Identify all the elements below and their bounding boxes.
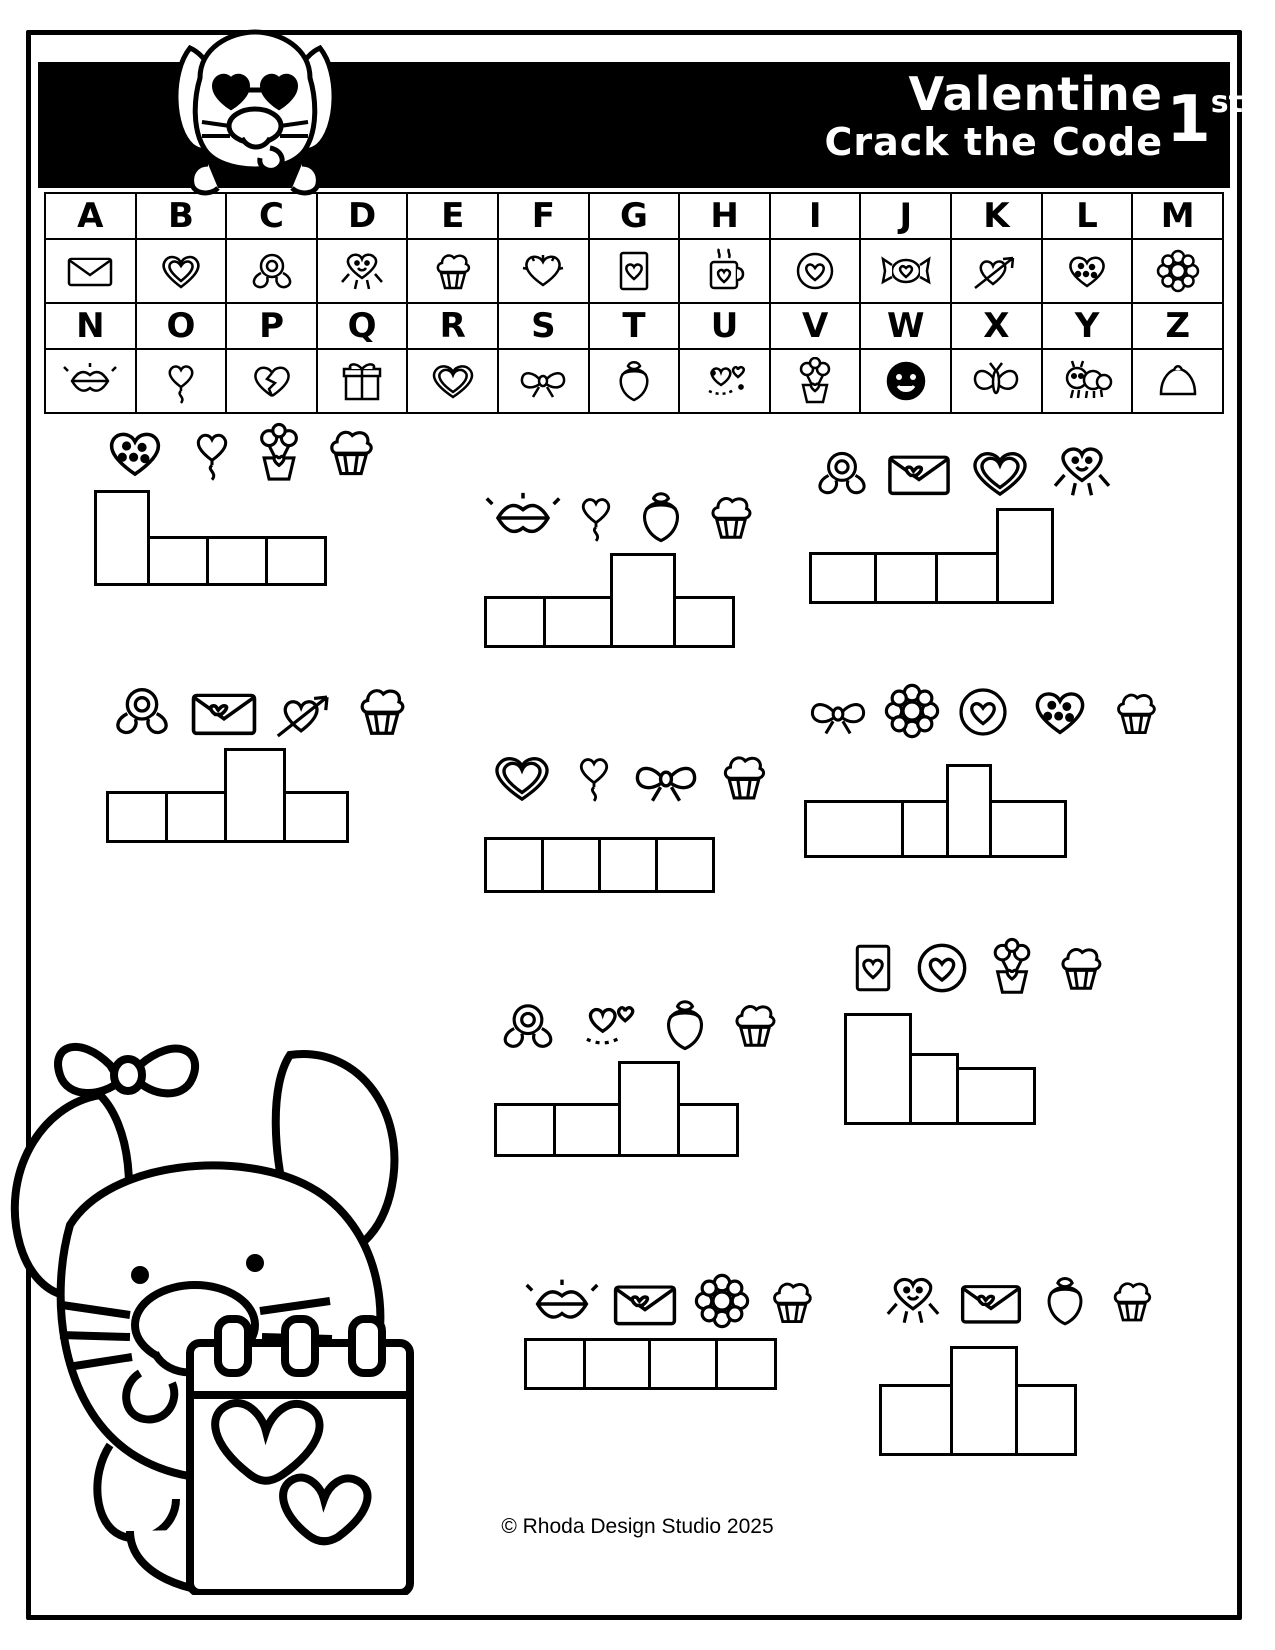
chocolate-icon <box>1132 349 1223 413</box>
rose-icon <box>494 997 562 1055</box>
cupcake-icon <box>348 680 416 742</box>
heart-circle-icon <box>952 682 1014 742</box>
heart-arrow-icon <box>270 686 340 742</box>
heart-lace-icon <box>136 239 227 303</box>
heart-outline-icon <box>484 749 560 807</box>
cupcake-icon <box>1106 684 1166 742</box>
key-letter-t: T <box>589 303 680 349</box>
answer-box[interactable] <box>935 552 999 604</box>
heart-outline-icon <box>963 444 1037 502</box>
flower-pot-icon <box>248 422 310 484</box>
answer-box[interactable] <box>147 536 209 586</box>
cupcake-icon <box>318 420 384 484</box>
puzzle-1-answer-boxes <box>94 490 384 586</box>
cupcake-icon <box>762 1272 822 1332</box>
puzzle-10 <box>879 1270 1161 1456</box>
puzzle-3-answer-boxes <box>809 508 1119 604</box>
page-subtitle: Crack the Code <box>824 120 1163 164</box>
flower-icon <box>880 680 944 742</box>
key-letter-n: N <box>45 303 136 349</box>
bow-icon <box>628 751 704 807</box>
answer-box[interactable] <box>677 1103 739 1157</box>
puzzle-4-answer-boxes <box>106 748 416 843</box>
answer-box[interactable] <box>553 1103 621 1157</box>
flower-icon <box>1132 239 1223 303</box>
answer-box[interactable] <box>618 1061 680 1157</box>
answer-box[interactable] <box>543 596 613 648</box>
key-letter-j: J <box>860 193 951 239</box>
lips-icon <box>484 489 562 547</box>
puzzle-2 <box>484 485 762 648</box>
answer-box[interactable] <box>909 1053 959 1125</box>
heart-person-icon <box>879 1270 947 1330</box>
butterfly-icon <box>951 349 1042 413</box>
grade-badge <box>1166 83 1243 157</box>
key-letter-l: L <box>1042 193 1133 239</box>
heart-striped-icon <box>498 239 589 303</box>
bunny-top-illustration <box>130 18 380 203</box>
rose-icon <box>106 680 178 742</box>
puzzle-7-answer-boxes <box>494 1061 786 1157</box>
answer-box[interactable] <box>809 552 877 604</box>
smiley-heart-icon <box>860 349 951 413</box>
gift-icon <box>317 349 408 413</box>
key-letters-row-1 <box>45 193 1223 239</box>
puzzle-6 <box>804 680 1166 858</box>
lips-icon <box>45 349 136 413</box>
heart-circle-icon <box>910 937 974 999</box>
key-letter-p: P <box>226 303 317 349</box>
key-letter-k: K <box>951 193 1042 239</box>
answer-box[interactable] <box>946 764 992 858</box>
puzzle-4-clues <box>106 680 416 742</box>
puzzle-3 <box>809 440 1119 604</box>
cupcake-icon <box>407 239 498 303</box>
puzzle-3-clues <box>809 440 1119 502</box>
puzzle-1-clues <box>94 420 384 484</box>
strawberry-heart-icon <box>630 487 692 547</box>
bow-icon <box>498 349 589 413</box>
puzzle-10-answer-boxes <box>879 1346 1161 1456</box>
puzzle-6-clues <box>804 680 1166 742</box>
answer-box[interactable] <box>610 553 676 648</box>
bow-icon <box>804 686 872 742</box>
key-letter-s: S <box>498 303 589 349</box>
key-letter-h: H <box>679 193 770 239</box>
page-title: Valentine <box>908 67 1163 121</box>
heart-outline-icon <box>407 349 498 413</box>
answer-box[interactable] <box>950 1346 1018 1456</box>
puzzle-5-clues <box>484 745 776 807</box>
key-letter-x: X <box>951 303 1042 349</box>
puzzle-8-answer-boxes <box>844 1013 1112 1125</box>
flower-pot-icon <box>982 935 1042 999</box>
answer-box[interactable] <box>844 1013 912 1125</box>
answer-box[interactable] <box>874 552 938 604</box>
key-letter-f: F <box>498 193 589 239</box>
heart-person-icon <box>1045 440 1119 502</box>
flower-icon <box>690 1270 754 1332</box>
balloon-heart-icon <box>184 422 240 484</box>
answer-box[interactable] <box>673 596 735 648</box>
answer-box[interactable] <box>989 800 1067 858</box>
puzzle-5-answer-boxes <box>484 837 776 893</box>
puzzle-5 <box>484 745 776 893</box>
key-letter-u: U <box>679 303 770 349</box>
answer-box[interactable] <box>206 536 268 586</box>
key-letter-a: A <box>45 193 136 239</box>
code-key-table <box>44 192 1224 414</box>
answer-box[interactable] <box>1015 1384 1077 1456</box>
key-symbols-row-2 <box>45 349 1223 413</box>
answer-box[interactable] <box>165 791 227 843</box>
heart-circle-icon <box>770 239 861 303</box>
puzzle-9-answer-boxes <box>524 1338 822 1390</box>
answer-box[interactable] <box>283 791 349 843</box>
key-letter-y: Y <box>1042 303 1133 349</box>
key-letter-q: Q <box>317 303 408 349</box>
hearts-swirl-icon <box>570 997 646 1055</box>
key-letter-w: W <box>860 303 951 349</box>
cupcake-icon <box>1103 1272 1161 1330</box>
key-letter-c: C <box>226 193 317 239</box>
key-letter-b: B <box>136 193 227 239</box>
candy-heart-icon <box>860 239 951 303</box>
cookie-heart-icon <box>1022 682 1098 742</box>
cupcake-icon <box>724 995 786 1055</box>
answer-box[interactable] <box>655 837 715 893</box>
broken-heart-icon <box>226 349 317 413</box>
balloon-heart-icon <box>570 485 622 547</box>
key-letter-z: Z <box>1132 303 1223 349</box>
puzzle-10-clues <box>879 1270 1161 1330</box>
key-letter-i: I <box>770 193 861 239</box>
card-heart-icon <box>844 937 902 999</box>
answer-box[interactable] <box>583 1338 651 1390</box>
answer-box[interactable] <box>224 748 286 843</box>
strawberry-heart-icon <box>654 995 716 1055</box>
answer-box[interactable] <box>648 1338 718 1390</box>
key-letter-v: V <box>770 303 861 349</box>
answer-box[interactable] <box>598 837 658 893</box>
cupcake-icon <box>1050 937 1112 999</box>
grade-number: 1 <box>1166 83 1211 157</box>
puzzle-8-clues <box>844 935 1112 999</box>
answer-box[interactable] <box>265 536 327 586</box>
cupcake-icon <box>700 487 762 547</box>
card-heart-icon <box>589 239 680 303</box>
puzzle-2-clues <box>484 485 762 547</box>
puzzle-8 <box>844 935 1112 1125</box>
answer-box[interactable] <box>541 837 601 893</box>
heart-person-icon <box>317 239 408 303</box>
envelope-icon <box>608 1276 682 1332</box>
puzzle-9-clues <box>524 1270 822 1332</box>
flower-pot-icon <box>770 349 861 413</box>
lips-icon <box>524 1276 600 1332</box>
hearts-swirl-icon <box>679 349 770 413</box>
balloon-heart-icon <box>136 349 227 413</box>
answer-box[interactable] <box>879 1384 953 1456</box>
key-letter-o: O <box>136 303 227 349</box>
puzzle-4 <box>106 680 416 843</box>
answer-box[interactable] <box>94 490 150 586</box>
answer-box[interactable] <box>484 596 546 648</box>
answer-box[interactable] <box>804 800 904 858</box>
answer-box[interactable] <box>524 1338 586 1390</box>
puzzle-7 <box>494 995 786 1157</box>
bunny-bottom-illustration <box>0 975 480 1600</box>
cupcake-icon <box>712 747 776 807</box>
key-letter-m: M <box>1132 193 1223 239</box>
rose-icon <box>226 239 317 303</box>
key-letter-d: D <box>317 193 408 239</box>
caterpillar-icon <box>1042 349 1133 413</box>
puzzle-9 <box>524 1270 822 1390</box>
footer-credit: © Rhoda Design Studio 2025 <box>501 1515 774 1538</box>
answer-box[interactable] <box>901 800 949 858</box>
grade-suffix: st <box>1210 85 1243 120</box>
envelope-icon <box>45 239 136 303</box>
answer-box[interactable] <box>996 508 1054 604</box>
header-titles <box>825 68 1163 164</box>
cookie-heart-icon <box>94 422 176 484</box>
balloon-heart-icon <box>568 745 620 807</box>
strawberry-heart-icon <box>589 349 680 413</box>
envelope-icon <box>186 684 262 742</box>
envelope-icon <box>955 1276 1027 1330</box>
key-letter-g: G <box>589 193 680 239</box>
key-letter-r: R <box>407 303 498 349</box>
heart-arrow-icon <box>951 239 1042 303</box>
answer-box[interactable] <box>715 1338 777 1390</box>
cookie-heart-icon <box>1042 239 1133 303</box>
strawberry-heart-icon <box>1035 1272 1095 1330</box>
key-symbols-row-1 <box>45 239 1223 303</box>
answer-box[interactable] <box>106 791 168 843</box>
puzzle-1 <box>94 420 384 586</box>
puzzle-2-answer-boxes <box>484 553 762 648</box>
key-letters-row-2 <box>45 303 1223 349</box>
answer-box[interactable] <box>956 1067 1036 1125</box>
rose-icon <box>809 444 875 502</box>
answer-box[interactable] <box>494 1103 556 1157</box>
key-letter-e: E <box>407 193 498 239</box>
envelope-icon <box>883 446 955 502</box>
mug-heart-icon <box>679 239 770 303</box>
puzzle-6-answer-boxes <box>804 764 1166 858</box>
answer-box[interactable] <box>484 837 544 893</box>
puzzle-7-clues <box>494 995 786 1055</box>
